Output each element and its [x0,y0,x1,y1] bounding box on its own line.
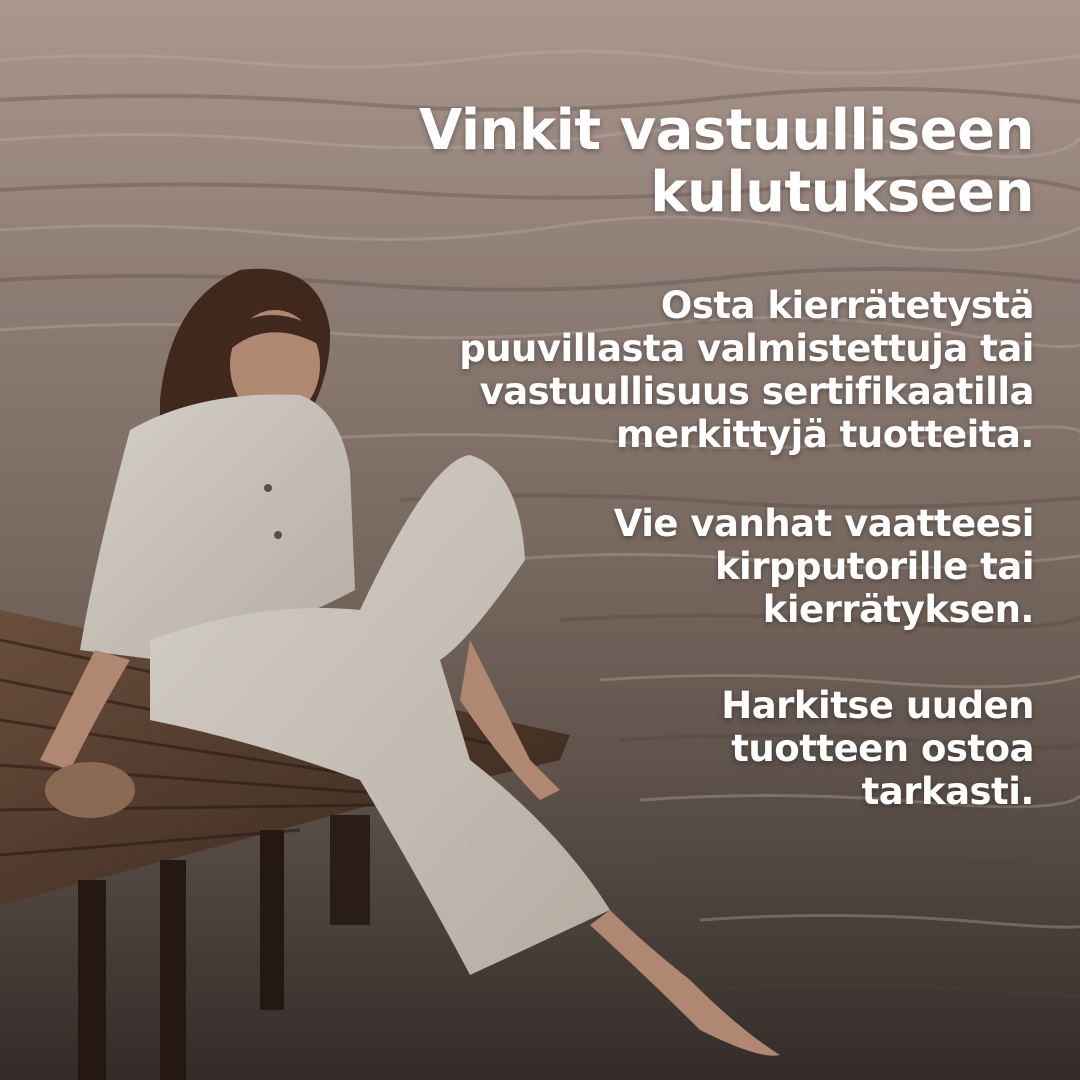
post-title: Vinkit vastuulliseen kulutukseen [419,98,1034,225]
tip-flea-market: Vie vanhat vaatteesi kirpputorille tai kierrätyksen. [613,502,1034,631]
tip-consider-purchase: Harkitse uuden tuotteen ostoa tarkasti. [721,684,1034,813]
tip-recycled-cotton: Osta kierrätetystä puuvillasta valmistettuja tai vastuullisuus sertifikaatilla merkittyjä tuotteita. [459,284,1034,456]
